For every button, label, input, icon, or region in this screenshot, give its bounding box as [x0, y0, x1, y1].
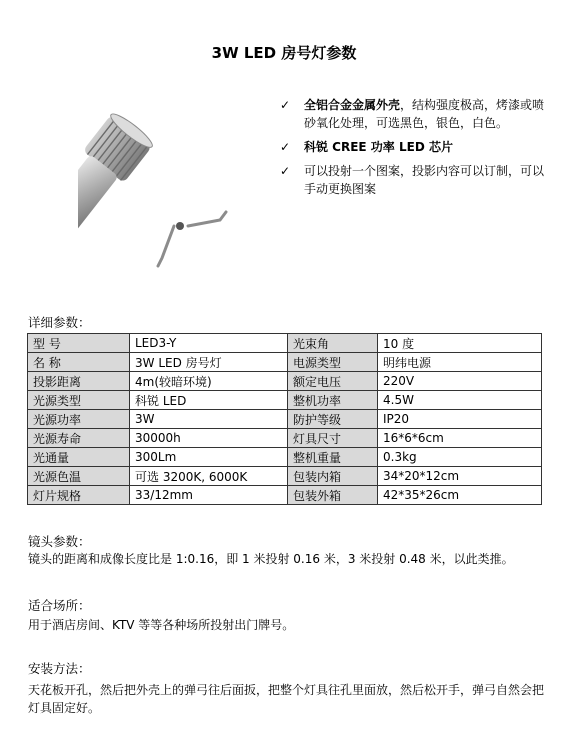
param-value: 33/12mm — [130, 486, 288, 505]
param-value: 4m(较暗环境) — [130, 372, 288, 391]
check-icon: ✓ — [280, 140, 291, 154]
param-label: 光束角 — [288, 334, 378, 353]
spotlight-product-image — [78, 108, 238, 268]
venue-text: 用于酒店房间、KTV 等等各种场所投射出门牌号。 — [28, 618, 295, 632]
param-value: 220V — [378, 372, 542, 391]
param-value: 4.5W — [378, 391, 542, 410]
param-label: 整机重量 — [288, 448, 378, 467]
param-value: 0.3kg — [378, 448, 542, 467]
param-value: 可选 3200K, 6000K — [130, 467, 288, 486]
param-label: 名 称 — [28, 353, 130, 372]
param-label: 防护等级 — [288, 410, 378, 429]
venue-heading: 适合场所： — [28, 598, 91, 613]
param-label: 灯具尺寸 — [288, 429, 378, 448]
param-label: 光源色温 — [28, 467, 130, 486]
param-label: 光源功率 — [28, 410, 130, 429]
table-row — [28, 372, 542, 391]
param-label: 型 号 — [28, 334, 130, 353]
param-value: 16*6*6cm — [378, 429, 542, 448]
param-label: 光源寿命 — [28, 429, 130, 448]
install-text: 天花板开孔，然后把外壳上的弹弓往后面扳，把整个灯具往孔里面放，然后松开手，弹弓自然会把灯具固定好。 — [28, 683, 545, 715]
params-heading: 详细参数： — [28, 315, 91, 330]
table-row — [28, 429, 542, 448]
table-row — [28, 448, 542, 467]
param-value: 30000h — [130, 429, 288, 448]
param-value: LED3-Y — [130, 334, 288, 353]
param-value: 34*20*12cm — [378, 467, 542, 486]
param-value: 明纬电源 — [378, 353, 542, 372]
table-row — [28, 334, 542, 353]
page-title: 3W LED 房号灯参数 — [211, 44, 357, 62]
lens-text: 镜头的距离和成像长度比是 1:0.16，即 1 米投射 0.16 米，3 米投射 0.48 米，以此类推。 — [28, 552, 514, 566]
table-row — [28, 391, 542, 410]
param-value: 科锐 LED — [130, 391, 288, 410]
lens-heading: 镜头参数： — [28, 534, 91, 549]
params-table — [27, 333, 542, 505]
feature-item: ✓ 科锐 CREE 功率 LED 芯片 — [280, 140, 453, 154]
param-label: 额定电压 — [288, 372, 378, 391]
install-heading: 安装方法： — [28, 661, 91, 676]
check-icon: ✓ — [280, 98, 291, 112]
param-label: 包装内箱 — [288, 467, 378, 486]
table-row — [28, 410, 542, 429]
feature-item: ✓ 可以投射一个图案，投影内容可以订制，可以手动更换图案 — [280, 164, 545, 196]
param-label: 电源类型 — [288, 353, 378, 372]
param-label: 包装外箱 — [288, 486, 378, 505]
param-value: 300Lm — [130, 448, 288, 467]
param-value: 3W LED 房号灯 — [130, 353, 288, 372]
param-label: 投影距离 — [28, 372, 130, 391]
table-row — [28, 467, 542, 486]
table-row — [28, 353, 542, 372]
feature-item: ✓ 全铝合金金属外壳，结构强度极高，烤漆或喷砂氧化处理，可选黑色，银色，白色。 — [280, 98, 545, 130]
param-label: 整机功率 — [288, 391, 378, 410]
param-label: 光源类型 — [28, 391, 130, 410]
param-value: IP20 — [378, 410, 542, 429]
param-label: 光通量 — [28, 448, 130, 467]
param-value: 3W — [130, 410, 288, 429]
param-value: 42*35*26cm — [378, 486, 542, 505]
feature-list — [278, 96, 553, 204]
param-label: 灯片规格 — [28, 486, 130, 505]
table-row — [28, 486, 542, 505]
param-value: 10 度 — [378, 334, 542, 353]
check-icon: ✓ — [280, 164, 291, 178]
